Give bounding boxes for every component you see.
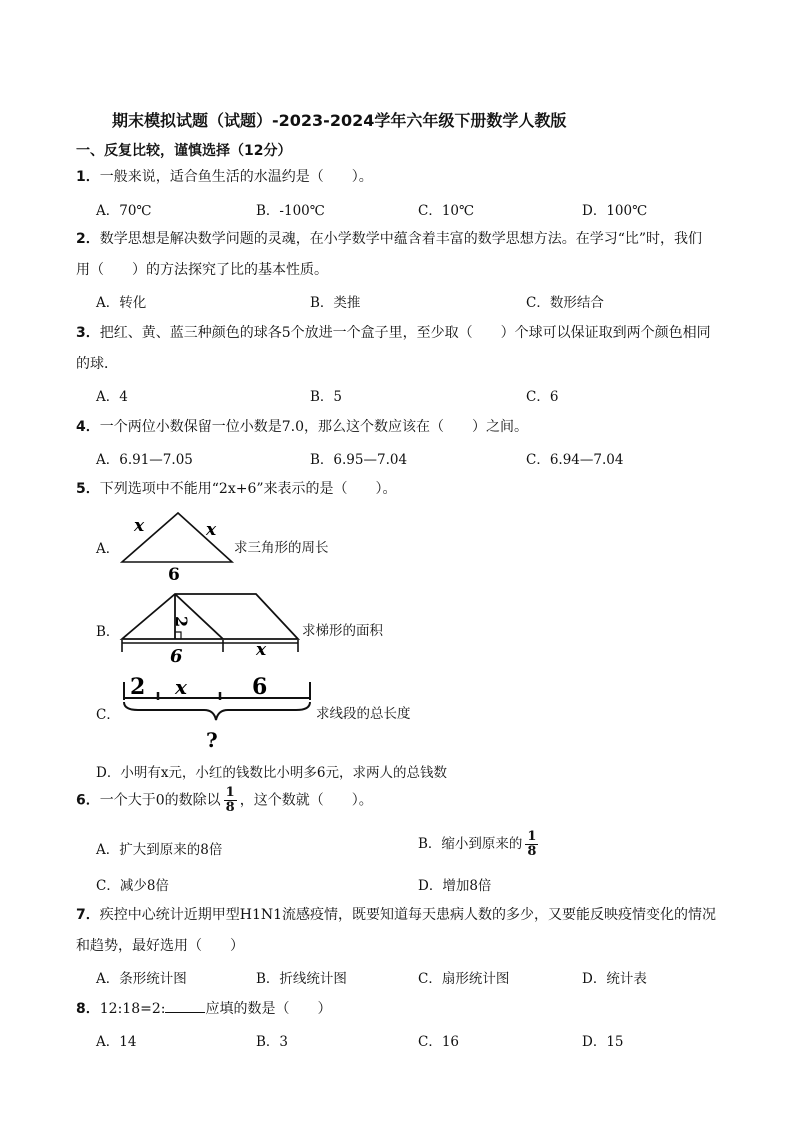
q5-option-a-desc: 求三角形的周长 [234,540,329,556]
base-six-label: 6 [170,646,183,667]
question-3-cont: 的球． [76,356,118,372]
q6-option-d[interactable]: D．增加8倍 [418,878,492,894]
question-2 [76,228,702,248]
question-text: 数学思想是解决数学问题的灵魂，在小学数学中蕴含着丰富的数学思想方法。在学习“比”时，我们 [99,231,703,247]
fraction-denominator: 8 [225,800,235,815]
question-number: 7． [76,907,100,923]
trapezoid-figure [118,588,304,668]
triangle-base-label: 6 [168,565,180,583]
question-5 [76,478,397,498]
question-2-cont: 用（ ）的方法探究了比的基本性质。 [76,262,328,278]
question-text: 一般来说，适合鱼生活的水温约是（ ）。 [99,169,373,185]
q6-option-b-text: B．缩小到原来的 [418,836,523,852]
q8-option-a[interactable]: A．14 [96,1034,137,1050]
q5-option-a-label[interactable]: A． [96,541,120,557]
q6-option-b[interactable] [418,830,541,859]
question-1 [76,166,373,186]
segment-figure [118,670,314,752]
triangle-side-right-label: x [206,520,217,540]
question-7-cont: 和趋势，最好选用（ ） [76,938,244,954]
q5-option-b-label[interactable]: B． [96,624,120,640]
question-number: 4． [76,419,100,435]
q4-option-b[interactable]: B．6.95—7.04 [310,452,408,468]
segment-2-label: 2 [130,674,146,700]
q1-option-a[interactable]: A．70℃ [96,203,152,219]
question-text: 下列选项中不能用“2x+6”来表示的是（ ）。 [99,481,397,497]
fraction [525,830,538,859]
segment-x-label: x [175,675,187,699]
question-text: 疾控中心统计近期甲型H1N1流感疫情，既要知道每天患病人数的多少，又要能反映疫情变化的情况 [99,907,717,923]
q5-option-c-label[interactable]: C． [96,707,120,723]
brace-shape [124,702,310,720]
question-text-tail: 应填的数是（ ） [205,1001,332,1017]
q8-option-b[interactable]: B．3 [256,1034,289,1050]
q2-option-c[interactable]: C．数形结合 [526,295,604,311]
total-question-label: ? [206,728,218,752]
base-x-label: x [256,640,267,660]
fraction-numerator: 1 [225,785,235,800]
question-number: 1． [76,169,100,185]
q8-option-c[interactable]: C．16 [418,1034,460,1050]
q7-option-d[interactable]: D．统计表 [582,971,647,987]
question-number: 5． [76,481,100,497]
q7-option-a[interactable]: A．条形统计图 [96,971,187,987]
q1-option-b[interactable]: B．-100℃ [256,203,325,219]
q2-option-a[interactable]: A．转化 [96,295,147,311]
question-text: 把红、黄、蓝三种颜色的球各5个放进一个盒子里，至少取（ ）个球可以保证取到两个颜色相同 [99,325,711,341]
fraction-denominator: 8 [527,844,537,859]
q3-option-c[interactable]: C．6 [526,389,559,405]
question-text: 12:18=2: [99,1001,166,1017]
question-8 [76,998,331,1018]
q3-option-a[interactable]: A．4 [96,389,128,405]
triangle-figure [118,505,238,583]
question-number: 6． [76,792,100,809]
section-heading: 一、反复比较，谨慎选择（12分） [76,143,292,159]
question-3 [76,322,711,342]
question-number: 3． [76,325,100,341]
q6-option-c[interactable]: C．减少8倍 [96,878,169,894]
q2-option-b[interactable]: B．类推 [310,295,361,311]
q6-option-a[interactable]: A．扩大到原来的8倍 [96,842,223,858]
question-7 [76,904,716,924]
fraction-numerator: 1 [527,829,537,844]
height-label: 2 [172,616,191,628]
q3-option-b[interactable]: B．5 [310,389,343,405]
question-number: 8． [76,1001,100,1017]
q4-option-a[interactable]: A．6.91—7.05 [96,452,193,468]
question-text: 一个两位小数保留一位小数是7.0，那么这个数应该在（ ）之间。 [99,419,529,435]
question-number: 2． [76,231,100,247]
q5-option-b-desc: 求梯形的面积 [302,623,383,639]
question-text-tail: ，这个数就（ ）。 [239,792,373,809]
question-4 [76,416,528,436]
page-title: 期末模拟试题（试题）-2023-2024学年六年级下册数学人教版 [112,111,567,130]
q1-option-d[interactable]: D．100℃ [582,203,648,219]
q5-option-d[interactable]: D．小明有x元，小红的钱数比小明多6元，求两人的总钱数 [96,765,448,781]
q7-option-b[interactable]: B．折线统计图 [256,971,347,987]
answer-blank[interactable] [165,1000,205,1013]
trapezoid-shape [122,594,298,639]
q8-option-d[interactable]: D．15 [582,1034,624,1050]
segment-6-label: 6 [252,674,268,700]
question-6 [76,786,373,815]
q4-option-c[interactable]: C．6.94—7.04 [526,452,624,468]
q5-option-c-desc: 求线段的总长度 [316,706,411,722]
q1-option-c[interactable]: C．10℃ [418,203,475,219]
q7-option-c[interactable]: C．扇形统计图 [418,971,510,987]
triangle-side-left-label: x [134,516,145,536]
question-text: 一个大于0的数除以 [99,792,221,809]
fraction [224,786,237,815]
